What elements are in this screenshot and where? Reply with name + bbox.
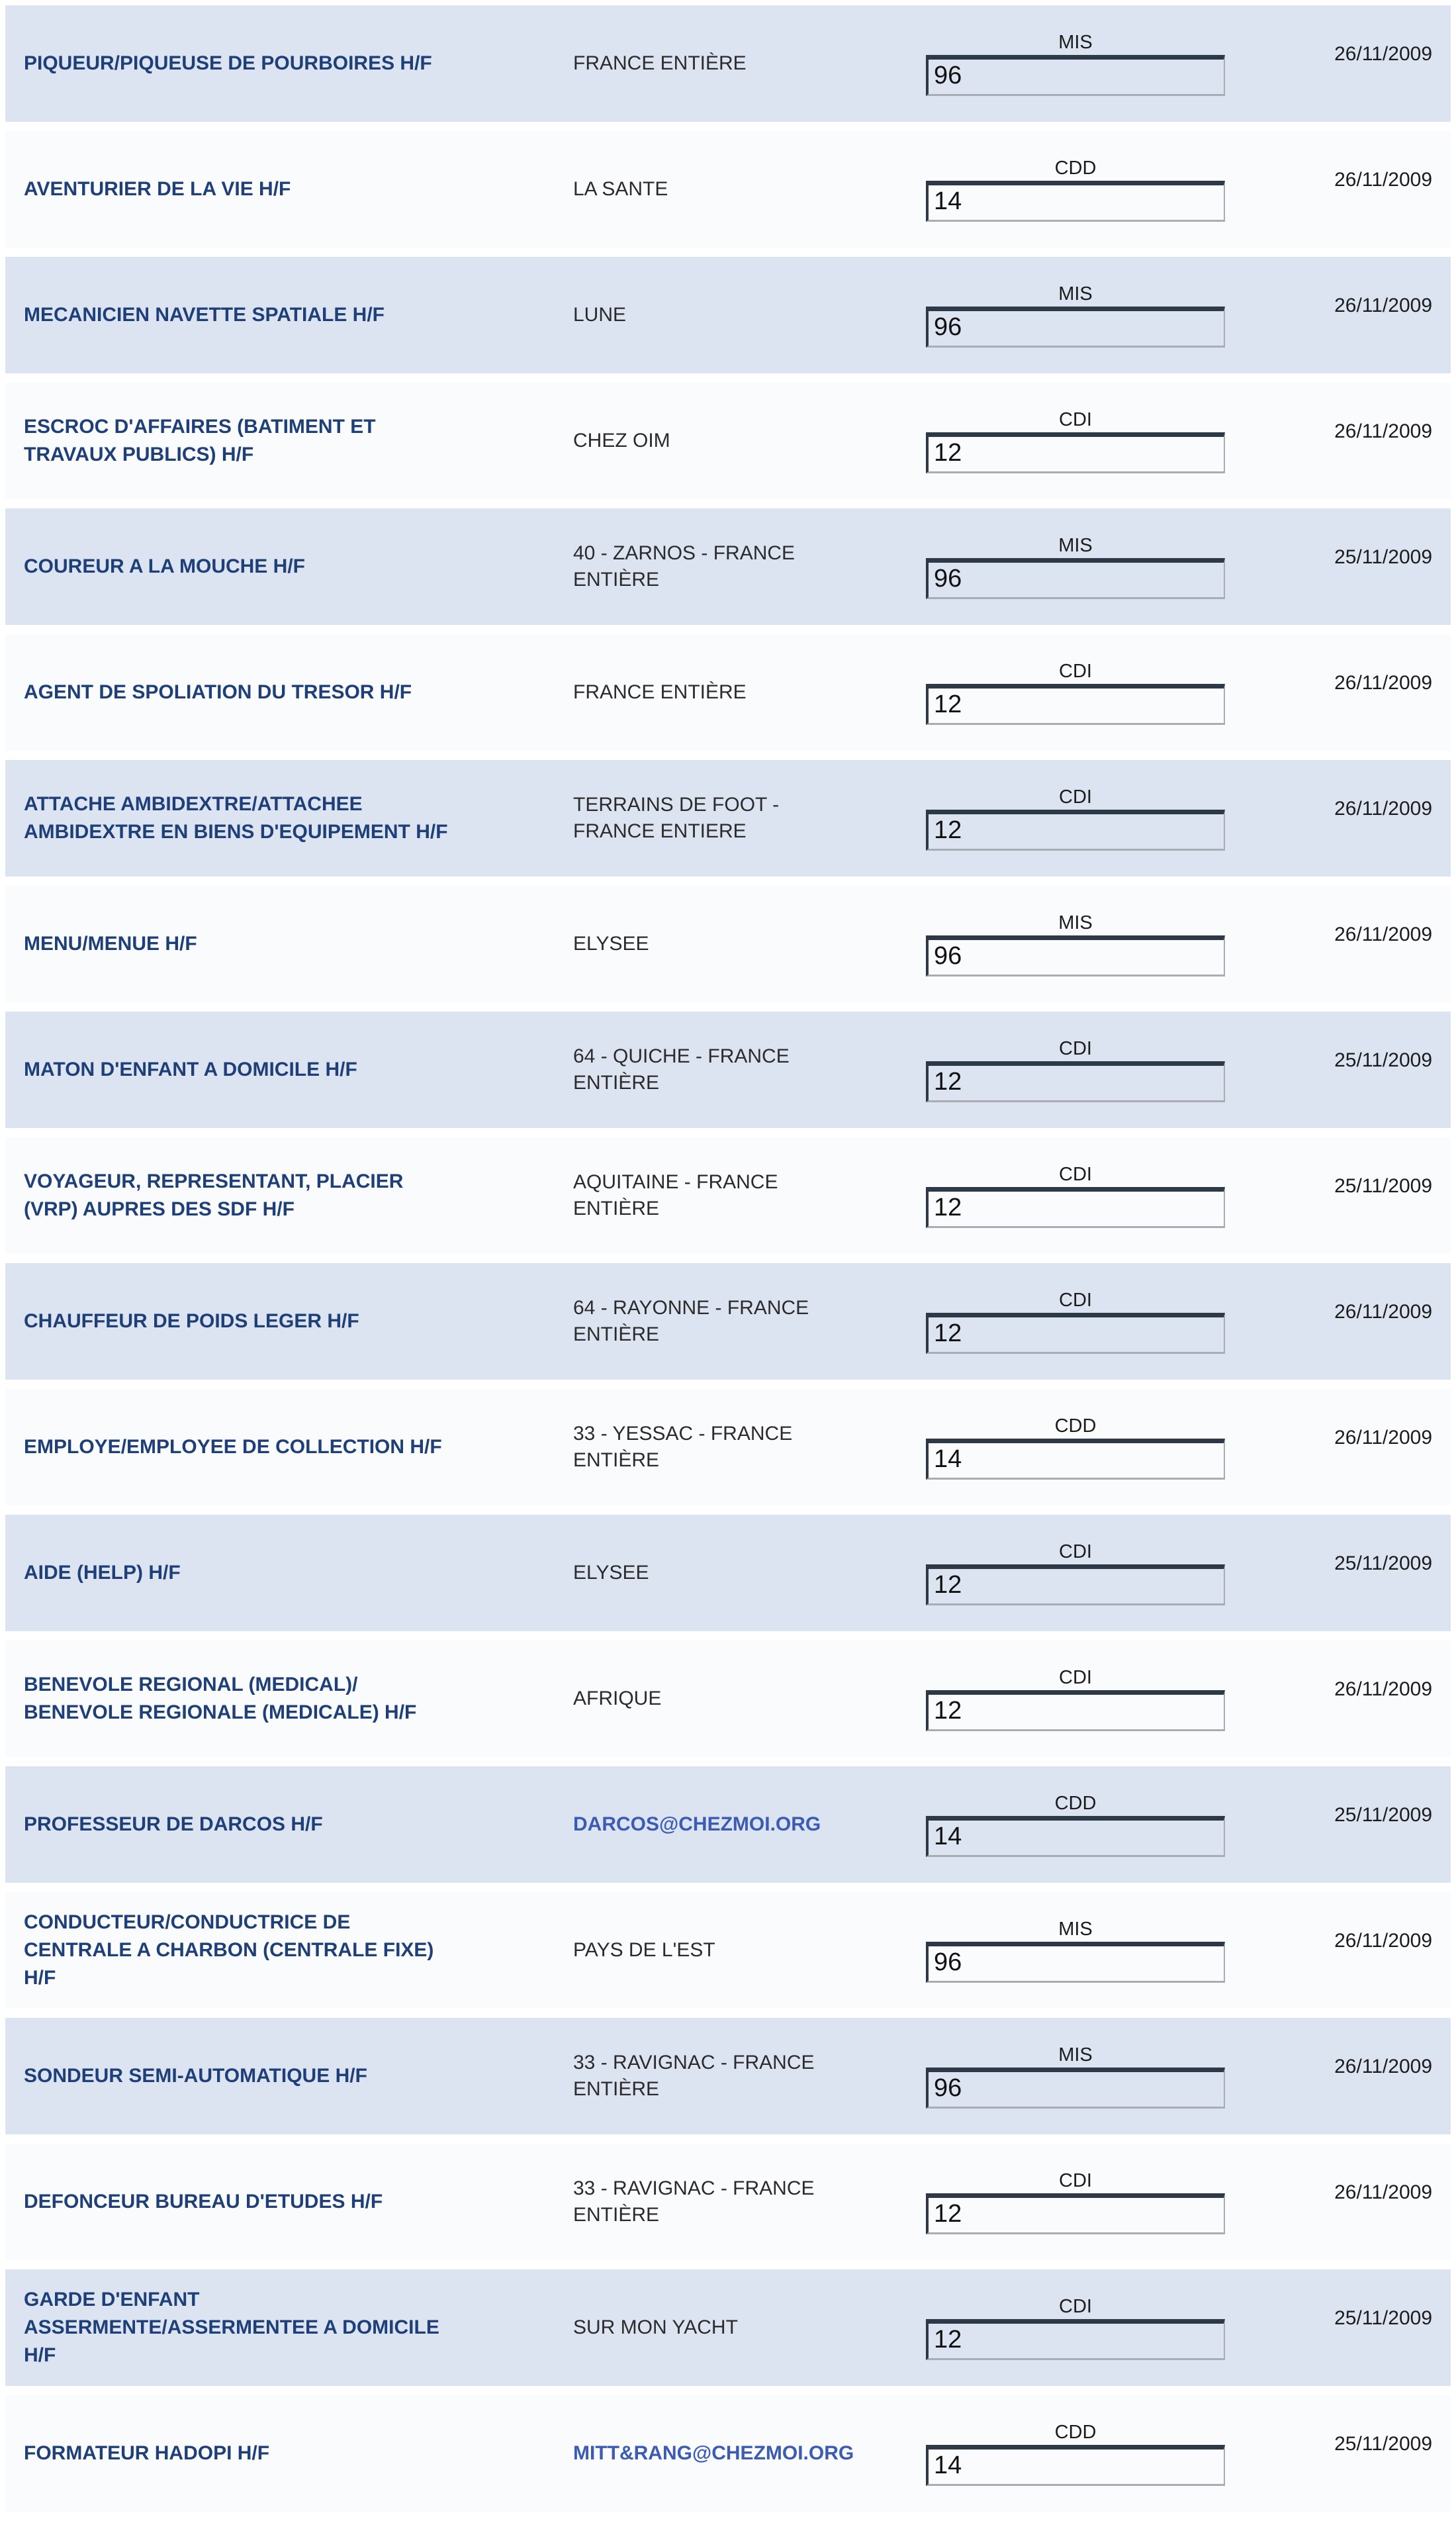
job-title-link[interactable]: AIDE (HELP) H/F [24,1562,181,1584]
location-text: ELYSEE [573,933,649,955]
table-row [5,1263,1451,1380]
table-row [5,2395,1451,2512]
table-row [5,5,1451,122]
table-row [5,634,1451,751]
location-text: PAYS DE L'EST [573,1939,715,1961]
quantity-input[interactable] [926,2068,1225,2109]
contract-type-label: CDI [1059,1667,1092,1688]
date-text: 26/11/2009 [1334,1301,1432,1323]
contract-cell [926,2421,1225,2486]
table-row [5,1389,1451,1505]
table-row [5,131,1451,248]
quantity-input[interactable] [926,1313,1225,1354]
contract-cell [926,408,1225,473]
contract-cell [926,1163,1225,1228]
table-row [5,508,1451,625]
job-title-link[interactable]: SONDEUR SEMI-AUTOMATIQUE H/F [24,2065,367,2087]
contract-type-label: CDD [1054,1415,1097,1437]
table-row [5,1012,1451,1128]
jobs-table [5,5,1451,2512]
job-title-link[interactable]: FORMATEUR HADOPI H/F [24,2442,270,2464]
contract-type-label: CDI [1059,786,1092,808]
contract-cell [926,1792,1225,1857]
quantity-input[interactable] [926,810,1225,851]
location-text: FRANCE ENTIÈRE [573,52,747,74]
table-row [5,760,1451,877]
quantity-input[interactable] [926,684,1225,725]
contract-type-label: CDI [1059,661,1092,682]
quantity-input[interactable] [926,935,1225,976]
contract-cell [926,660,1225,725]
contract-cell [926,1037,1225,1102]
contract-type-label: CDI [1059,2296,1092,2317]
contract-type-label: CDI [1059,1541,1092,1562]
location-text: 64 - QUICHE - FRANCE ENTIÈRE [573,1045,790,1094]
date-text: 26/11/2009 [1334,1930,1432,1952]
table-row [5,2018,1451,2134]
contract-cell [926,1918,1225,1983]
contract-cell [926,2295,1225,2360]
contract-type-label: MIS [1058,2044,1093,2066]
contract-type-label: CDD [1054,158,1097,179]
contract-type-label: CDI [1059,2170,1092,2191]
date-text: 26/11/2009 [1334,1427,1432,1449]
contract-cell [926,1415,1225,1480]
table-row [5,2269,1451,2386]
table-row [5,1641,1451,1757]
quantity-input[interactable] [926,2193,1225,2234]
location-text: 33 - YESSAC - FRANCE ENTIÈRE [573,1423,793,1471]
date-text: 25/11/2009 [1334,1804,1432,1826]
table-row [5,1892,1451,2009]
location-email-link[interactable]: MITT&RANG@CHEZMOI.ORG [573,2442,854,2464]
contract-cell [926,31,1225,96]
contract-type-label: CDI [1059,409,1092,430]
job-title-link[interactable]: ATTACHE AMBIDEXTRE/ATTACHEE AMBIDEXTRE EN BIENS D'EQUIPEMENT H/F [24,793,448,843]
contract-type-label: CDI [1059,1290,1092,1311]
job-title-link[interactable]: BENEVOLE REGIONAL (MEDICAL)/ BENEVOLE REGIONALE (MEDICALE) H/F [24,1674,417,1723]
date-text: 26/11/2009 [1334,43,1432,65]
job-title-link[interactable]: VOYAGEUR, REPRESENTANT, PLACIER (VRP) AUPRES DES SDF H/F [24,1170,404,1220]
location-text: 33 - RAVIGNAC - FRANCE ENTIÈRE [573,2177,815,2226]
quantity-input[interactable] [926,1187,1225,1228]
contract-type-label: CDI [1059,1164,1092,1185]
quantity-input[interactable] [926,55,1225,96]
date-text: 26/11/2009 [1334,169,1432,191]
location-text: TERRAINS DE FOOT - FRANCE ENTIERE [573,794,780,842]
job-title-link[interactable]: PIQUEUR/PIQUEUSE DE POURBOIRES H/F [24,52,432,74]
contract-cell [926,2044,1225,2109]
table-row [5,2144,1451,2260]
job-title-link[interactable]: AVENTURIER DE LA VIE H/F [24,178,291,200]
date-text: 26/11/2009 [1334,2056,1432,2077]
date-text: 26/11/2009 [1334,2181,1432,2203]
job-title-link[interactable]: PROFESSEUR DE DARCOS H/F [24,1813,323,1835]
date-text: 25/11/2009 [1334,1049,1432,1071]
contract-type-label: CDD [1054,2422,1097,2443]
location-text: 40 - ZARNOS - FRANCE ENTIÈRE [573,542,796,591]
contract-cell [926,1289,1225,1354]
table-row [5,886,1451,1002]
contract-cell [926,157,1225,222]
date-text: 25/11/2009 [1334,2433,1432,2455]
date-text: 26/11/2009 [1334,924,1432,945]
location-text: AFRIQUE [573,1688,662,1709]
date-text: 26/11/2009 [1334,1678,1432,1700]
contract-cell [926,912,1225,976]
contract-cell [926,1666,1225,1731]
quantity-input[interactable] [926,2319,1225,2360]
job-title-link[interactable]: DEFONCEUR BUREAU D'ETUDES H/F [24,2191,383,2212]
quantity-input[interactable] [926,1439,1225,1480]
contract-type-label: CDI [1059,1038,1092,1059]
table-row [5,1137,1451,1254]
quantity-input[interactable] [926,1816,1225,1857]
location-text: LA SANTE [573,178,668,200]
table-row [5,257,1451,373]
quantity-input[interactable] [926,181,1225,222]
location-text: AQUITAINE - FRANCE ENTIÈRE [573,1171,778,1219]
contract-type-label: MIS [1058,32,1093,53]
job-title-link[interactable]: MATON D'ENFANT A DOMICILE H/F [24,1059,357,1080]
quantity-input[interactable] [926,307,1225,348]
location-text: ELYSEE [573,1562,649,1584]
date-text: 26/11/2009 [1334,672,1432,694]
date-text: 25/11/2009 [1334,2307,1432,2329]
quantity-input[interactable] [926,1690,1225,1731]
location-text: LUNE [573,304,627,326]
location-text: CHEZ OIM [573,430,670,452]
contract-type-label: MIS [1058,912,1093,933]
date-text: 25/11/2009 [1334,546,1432,568]
contract-type-label: MIS [1058,283,1093,305]
location-email-link[interactable]: DARCOS@CHEZMOI.ORG [573,1813,821,1835]
contract-cell [926,2169,1225,2234]
quantity-input[interactable] [926,1564,1225,1605]
job-title-link[interactable]: GARDE D'ENFANT ASSERMENTE/ASSERMENTEE A DOMICILE H/F [24,2289,439,2366]
location-text: 64 - RAYONNE - FRANCE ENTIÈRE [573,1297,809,1345]
job-title-link[interactable]: MECANICIEN NAVETTE SPATIALE H/F [24,304,385,326]
table-row [5,383,1451,499]
location-text: FRANCE ENTIÈRE [573,681,747,703]
quantity-input[interactable] [926,1061,1225,1102]
job-title-link[interactable]: COUREUR A LA MOUCHE H/F [24,555,305,577]
job-title-link[interactable]: AGENT DE SPOLIATION DU TRESOR H/F [24,681,412,703]
quantity-input[interactable] [926,558,1225,599]
table-row [5,1515,1451,1631]
location-text: SUR MON YACHT [573,2316,738,2338]
quantity-input[interactable] [926,2445,1225,2486]
date-text: 26/11/2009 [1334,420,1432,442]
quantity-input[interactable] [926,432,1225,473]
contract-cell [926,534,1225,599]
contract-type-label: MIS [1058,535,1093,556]
contract-cell [926,283,1225,348]
table-row [5,1766,1451,1883]
quantity-input[interactable] [926,1942,1225,1983]
contract-cell [926,786,1225,851]
job-title-link[interactable]: EMPLOYE/EMPLOYEE DE COLLECTION H/F [24,1436,442,1458]
date-text: 26/11/2009 [1334,295,1432,316]
contract-cell [926,1541,1225,1605]
job-title-link[interactable]: CHAUFFEUR DE POIDS LEGER H/F [24,1310,359,1332]
contract-type-label: CDD [1054,1793,1097,1814]
date-text: 25/11/2009 [1334,1175,1432,1197]
job-title-link[interactable]: ESCROC D'AFFAIRES (BATIMENT ET TRAVAUX PUBLICS) H/F [24,416,376,465]
job-title-link[interactable]: CONDUCTEUR/CONDUCTRICE DE CENTRALE A CHARBON (CENTRALE FIXE) H/F [24,1911,434,1989]
job-title-link[interactable]: MENU/MENUE H/F [24,933,197,955]
contract-type-label: MIS [1058,1919,1093,1940]
location-text: 33 - RAVIGNAC - FRANCE ENTIÈRE [573,2052,815,2100]
date-text: 25/11/2009 [1334,1552,1432,1574]
date-text: 26/11/2009 [1334,798,1432,820]
